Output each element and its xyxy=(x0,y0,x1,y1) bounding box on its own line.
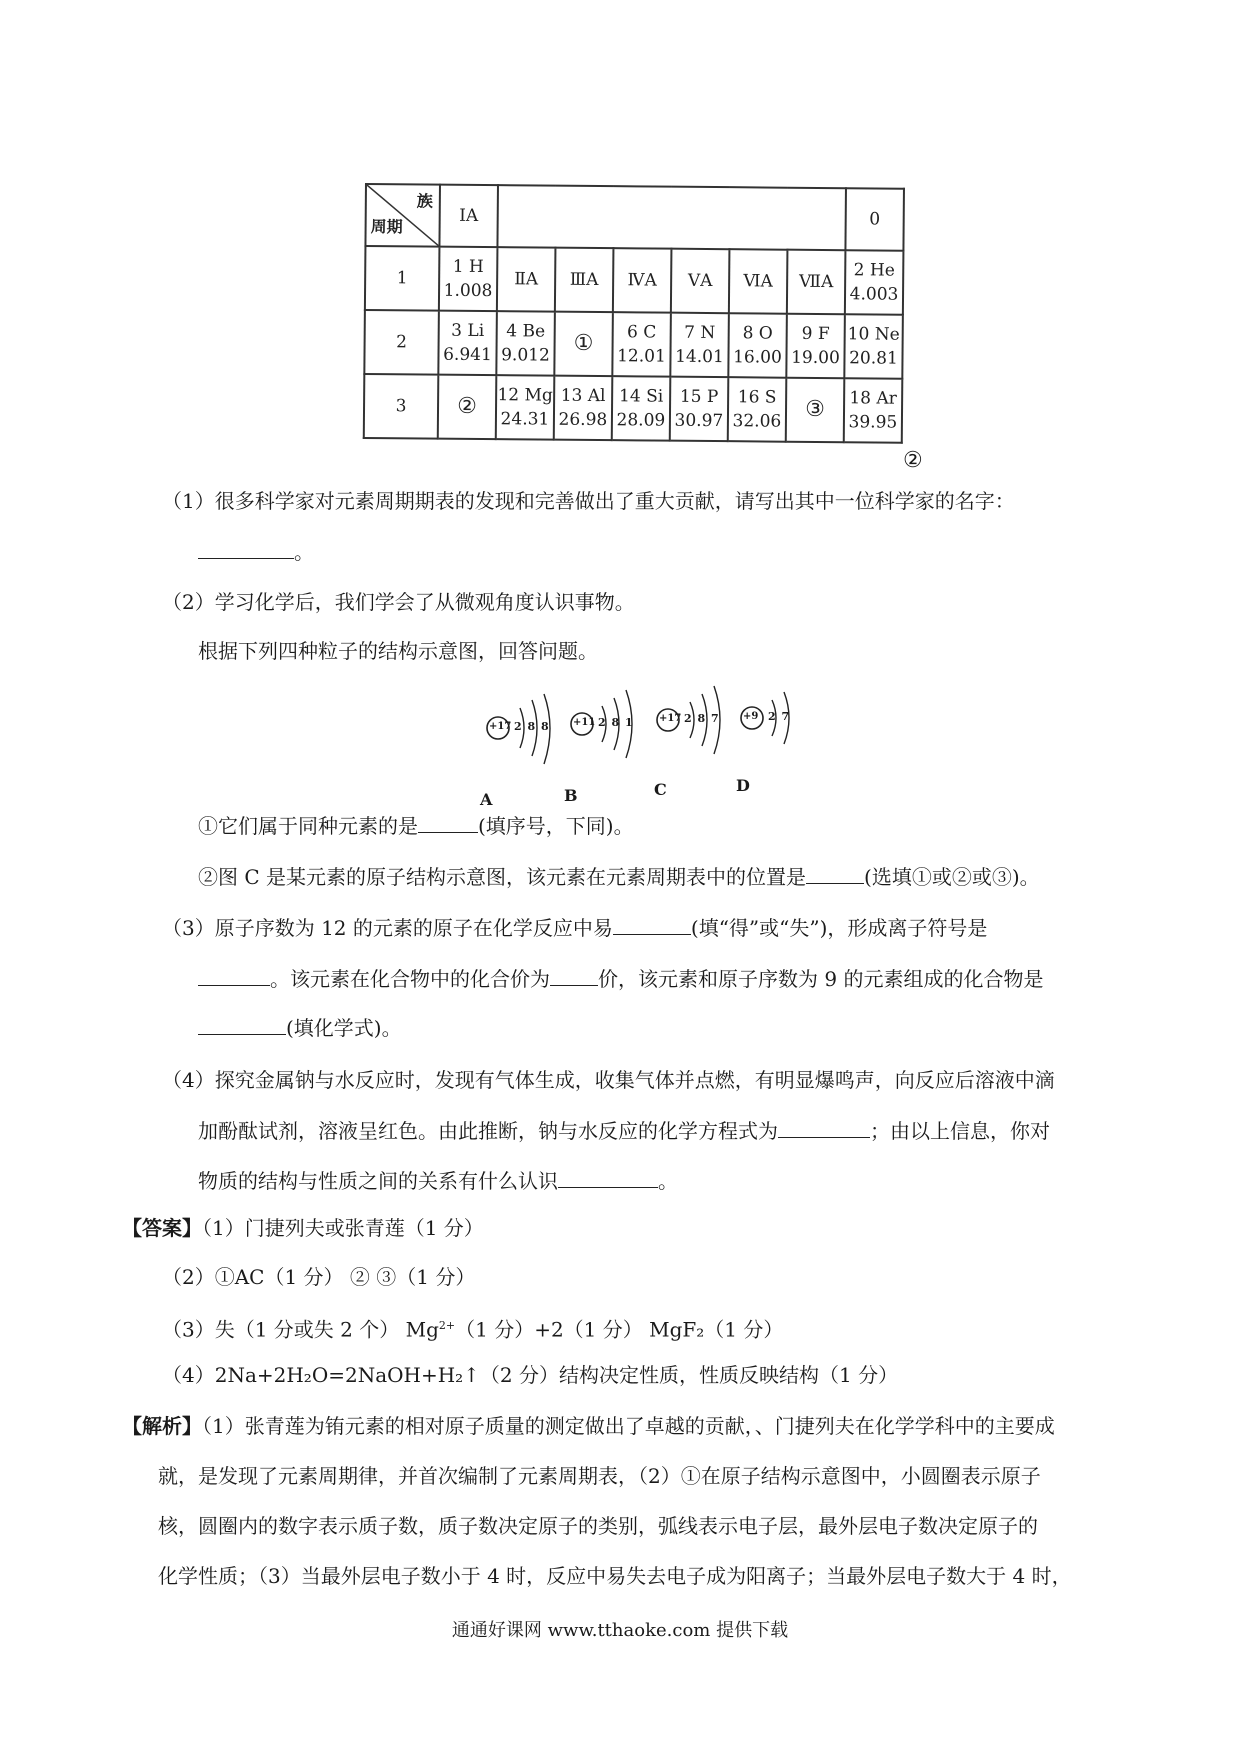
q3-line-1 xyxy=(162,914,987,942)
element-cell xyxy=(612,376,671,441)
element-cell xyxy=(438,375,497,440)
element-symbol: 16 S xyxy=(737,387,777,408)
element-cell xyxy=(786,314,845,379)
trailing-circle-mark: ② xyxy=(903,448,923,473)
analysis-line-1 xyxy=(122,1412,1055,1440)
element-cell xyxy=(496,375,555,440)
answer-line-1 xyxy=(122,1214,484,1242)
q2-sub2 xyxy=(198,863,1040,891)
q3-line-2 xyxy=(198,965,1043,993)
element-symbol: ⅡA xyxy=(514,269,539,290)
element-symbol: ⅦA xyxy=(798,271,834,293)
empty-header-span xyxy=(497,185,846,250)
element-cell xyxy=(728,313,787,378)
particle-diagrams xyxy=(480,680,820,810)
q4-line-2 xyxy=(198,1117,1050,1145)
element-symbol: 2 He xyxy=(853,260,895,281)
element-cell xyxy=(728,377,787,442)
nucleus-charge: +9 xyxy=(743,711,759,722)
element-cell xyxy=(496,311,555,376)
element-mass: 1.008 xyxy=(443,280,493,302)
q3-text-d: 价，该元素和原子序数为 9 的元素组成的化合物是 xyxy=(598,967,1044,991)
element-symbol: 6 C xyxy=(626,322,657,343)
element-cell xyxy=(612,312,671,377)
element-symbol: 9 F xyxy=(801,323,830,345)
q2-sub1-text-b: (填序号，下同)。 xyxy=(478,814,634,838)
question-1 xyxy=(162,487,1015,515)
q4-line-3 xyxy=(198,1167,678,1195)
element-cell xyxy=(671,249,730,314)
q2-sub2-text-b: (选填①或②或③)。 xyxy=(864,865,1040,889)
element-cell xyxy=(729,249,788,314)
element-cell xyxy=(670,313,729,378)
q1-blank[interactable] xyxy=(198,538,294,559)
q1-text: （1）很多科学家对元素周期期表的发现和完善做出了重大贡献，请写出其中一位科学家的名字： xyxy=(162,489,1015,513)
q3-text-e: (填化学式)。 xyxy=(286,1016,402,1040)
element-symbol: 1 H xyxy=(452,256,484,278)
table-header-row xyxy=(365,184,904,251)
q2-sub1-blank[interactable] xyxy=(418,812,478,833)
q2-instruction: 根据下列四种粒子的结构示意图，回答问题。 xyxy=(198,639,598,663)
element-symbol: 12 Mg xyxy=(497,385,553,406)
element-cell xyxy=(613,248,672,313)
periodic-table xyxy=(363,183,905,444)
q3-blank-2[interactable] xyxy=(198,965,270,986)
nucleus-charge: +11 xyxy=(573,717,596,728)
q3-text-a: （3）原子序数为 12 的元素的原子在化学反应中易 xyxy=(162,916,613,940)
element-symbol: 7 N xyxy=(684,322,716,344)
analysis-tag: 【解析】 xyxy=(122,1414,202,1438)
analysis-line-4: 化学性质；（3）当最外层电子数小于 4 时，反应中易失去电子成为阳离子；当最外层电子数大于 4 时， xyxy=(158,1564,1072,1588)
element-cell xyxy=(439,247,498,312)
table-row xyxy=(364,310,903,379)
element-symbol: ③ xyxy=(805,396,826,423)
element-symbol: ⅤA xyxy=(687,270,713,292)
element-mass: 12.01 xyxy=(617,346,666,367)
element-mass: 30.97 xyxy=(674,410,724,432)
q1-tail: 。 xyxy=(294,540,314,564)
element-cell xyxy=(670,377,729,442)
answer-3-b: （1 分）+2（1 分） MgF₂（1 分） xyxy=(455,1317,784,1342)
period-number-cell: 3 xyxy=(364,374,439,439)
particle-drawings xyxy=(480,680,820,810)
electron-shells: 2 8 8 xyxy=(514,720,550,733)
element-cell xyxy=(554,312,613,377)
element-mass: 4.003 xyxy=(849,284,899,305)
answer-3-a: （3）失（1 分或失 2 个） Mg xyxy=(162,1317,439,1342)
element-cell xyxy=(787,250,846,315)
q3-blank-4[interactable] xyxy=(198,1014,286,1035)
q4-text-b: ；由以上信息，你对 xyxy=(870,1119,1050,1143)
diagonal-header-cell xyxy=(365,184,440,247)
particle-label: D xyxy=(736,776,750,795)
answer-3-superscript: 2+ xyxy=(438,1319,456,1332)
q4-text-c: 物质的结构与性质之间的关系有什么认识 xyxy=(198,1169,558,1193)
element-symbol: 8 O xyxy=(742,323,773,344)
answer-1: （1）门捷列夫或张青莲（1 分） xyxy=(202,1216,484,1240)
element-cell xyxy=(786,378,845,443)
element-symbol: 3 Li xyxy=(451,320,485,342)
q3-text-c: 。该元素在化合物中的化合价为 xyxy=(270,967,550,991)
electron-shells: 2 8 7 xyxy=(684,712,720,725)
group-label: 族 xyxy=(416,191,433,211)
footer: 通通好课网 www.tthaoke.com 提供下载 xyxy=(451,1620,789,1641)
particle-label: B xyxy=(564,786,578,805)
element-cell xyxy=(438,311,497,376)
element-symbol: ① xyxy=(573,330,594,356)
table-row xyxy=(365,246,904,315)
q4-text-d: 。 xyxy=(658,1169,678,1193)
element-mass: 24.31 xyxy=(500,409,550,430)
electron-shells: 2 8 1 xyxy=(598,716,634,729)
q4-line-1: （4）探究金属钠与水反应时，发现有气体生成，收集气体并点燃，有明显爆鸣声，向反应后溶液中滴 xyxy=(162,1068,1055,1092)
q3-blank-3[interactable] xyxy=(550,965,598,986)
element-cell xyxy=(844,378,903,443)
element-symbol: 13 Al xyxy=(560,385,606,407)
q2-sub2-blank[interactable] xyxy=(806,863,864,884)
q4-blank-1[interactable] xyxy=(778,1117,870,1138)
q4-blank-2[interactable] xyxy=(558,1167,658,1188)
element-symbol: 14 Si xyxy=(618,386,664,407)
period-number-cell: 2 xyxy=(364,310,439,375)
group-ia-header: IA xyxy=(439,185,498,248)
element-mass: 19.00 xyxy=(791,347,840,369)
element-mass: 16.00 xyxy=(733,347,782,368)
element-mass: 20.81 xyxy=(849,348,898,369)
electron-shells: 2 7 xyxy=(768,710,791,723)
answer-line-3 xyxy=(162,1312,783,1344)
q4-text-a: 加酚酞试剂，溶液呈红色。由此推断，钠与水反应的化学方程式为 xyxy=(198,1119,778,1143)
element-symbol: ⅥA xyxy=(743,271,773,292)
q2-sub2-text-a: ②图 C 是某元素的原子结构示意图，该元素在元素周期表中的位置是 xyxy=(198,865,807,889)
q3-line-3 xyxy=(198,1014,402,1042)
element-mass: 32.06 xyxy=(732,411,782,432)
nucleus-charge: +17 xyxy=(659,713,682,724)
particle-label: A xyxy=(480,790,493,809)
element-cell xyxy=(844,314,903,379)
q3-text-b: (填“得”或“失”)，形成离子符号是 xyxy=(690,916,988,940)
element-cell xyxy=(554,376,613,441)
group-0-header: 0 xyxy=(845,188,904,251)
particle-label: C xyxy=(654,780,667,799)
element-symbol: ⅢA xyxy=(569,269,599,291)
element-mass: 26.98 xyxy=(558,409,608,431)
q2-sub1 xyxy=(198,812,634,840)
element-mass: 9.012 xyxy=(501,345,550,366)
q2-sub1-text-a: ①它们属于同种元素的是 xyxy=(198,814,418,838)
analysis-line-3: 核，圆圈内的数字表示质子数，质子数决定原子的类别，弧线表示电子层，最外层电子数决定原子的 xyxy=(158,1514,1038,1538)
answer-2: （2）①AC（1 分） ② ③（1 分） xyxy=(162,1265,476,1289)
element-symbol: 4 Be xyxy=(506,321,546,342)
q3-blank-1[interactable] xyxy=(613,914,691,935)
element-symbol: 10 Ne xyxy=(847,324,900,345)
nucleus-charge: +17 xyxy=(489,721,512,732)
element-mass: 14.01 xyxy=(675,346,724,368)
table-row xyxy=(364,374,903,443)
analysis-text-1: （1）张青莲为铕元素的相对原子质量的测定做出了卓越的贡献，、门捷列夫在化学学科中的主要成 xyxy=(202,1414,1055,1438)
element-cell xyxy=(497,247,556,312)
element-mass: 39.95 xyxy=(848,412,898,433)
answer-tag: 【答案】 xyxy=(122,1216,202,1240)
q1-answer-line xyxy=(198,538,314,566)
element-mass: 28.09 xyxy=(616,410,666,431)
element-cell xyxy=(555,248,614,313)
element-symbol: 18 Ar xyxy=(849,388,897,409)
period-number-cell: 1 xyxy=(365,246,440,311)
answer-4: （4）2Na+2H₂O=2NaOH+H₂↑（2 分）结构决定性质，性质反映结构（1 分） xyxy=(162,1363,899,1387)
element-cell xyxy=(845,250,904,315)
period-label: 周期 xyxy=(370,217,403,237)
element-symbol: ② xyxy=(457,393,478,419)
element-mass: 6.941 xyxy=(443,344,492,366)
element-symbol: ⅣA xyxy=(627,270,657,291)
q2-intro: （2）学习化学后，我们学会了从微观角度认识事物。 xyxy=(162,590,635,614)
element-symbol: 15 P xyxy=(679,386,719,408)
analysis-line-2: 就，是发现了元素周期律，并首次编制了元素周期表，（2）①在原子结构示意图中，小圆圈表示原子 xyxy=(158,1464,1041,1488)
